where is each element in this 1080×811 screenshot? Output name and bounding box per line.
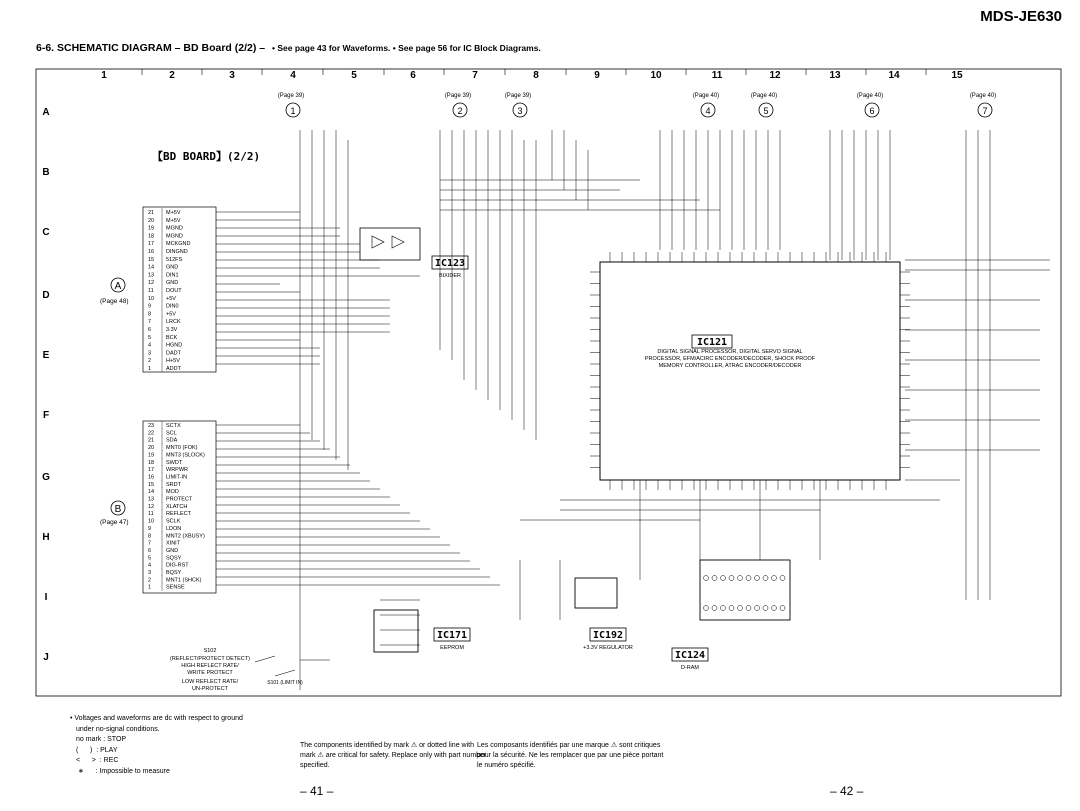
- connector-pin-number: 6: [148, 327, 152, 333]
- page-ref-page: (Page 39): [504, 93, 532, 99]
- safety-note-fr: Les composants identifiés par une marque ⚠ sont critiques pour la sécurité. Ne les remplacer que par une pièce portant le numéro spécifié.: [477, 742, 664, 769]
- connector-pin-number: 11: [148, 511, 154, 518]
- connector-pin-number: 12: [148, 503, 155, 510]
- row-label: A: [42, 107, 50, 118]
- connector-pin-name: DIN0: [166, 303, 179, 310]
- connector-pin-number: 17: [148, 241, 155, 248]
- connector-pin-name: DIG-RST: [166, 562, 189, 569]
- connector-pin-name: SDA: [166, 437, 178, 444]
- ic124-pin: [721, 576, 726, 581]
- connector-pin-name: SQSY: [166, 555, 182, 562]
- connector-pin-number: 11: [148, 288, 154, 294]
- ic124-pin: [780, 576, 785, 581]
- page-ref-number: 2: [457, 106, 463, 116]
- connector-pin-name: MOD: [166, 489, 179, 496]
- connector-b-page: (Page 47): [100, 519, 129, 526]
- row-labels: [42, 107, 50, 663]
- page-ref-page: (Page 40): [969, 93, 997, 99]
- ic124-pin: [780, 606, 785, 611]
- connector-pin-number: 14: [148, 489, 155, 496]
- connector-pin-name: MNT1 (SHCK): [166, 577, 202, 584]
- connector-pin-number: 18: [148, 459, 155, 466]
- connector-pin-name: XLATCH: [166, 503, 188, 510]
- ic124-pin: [729, 576, 734, 581]
- connector-pin-number: 16: [148, 249, 155, 255]
- connector-pin-name: H+5V: [166, 358, 180, 365]
- row-label: H: [42, 532, 50, 543]
- connector-a-page: (Page 48): [100, 298, 129, 305]
- connector-pin-number: 10: [148, 295, 155, 302]
- connector-pin-number: 20: [148, 217, 155, 224]
- row-label: F: [42, 410, 50, 421]
- connector-pin-name: MCKGND: [166, 241, 191, 248]
- connector-pin-number: 14: [148, 264, 155, 271]
- page-number-left: – 41 –: [300, 784, 334, 798]
- connector-pin-name: MNT0 (FOK): [166, 445, 198, 452]
- notes-play: ( ) : PLAY: [76, 746, 118, 754]
- connector-pin-name: BCK: [166, 334, 178, 341]
- connector-pin-number: 19: [148, 225, 155, 232]
- connector-pin-name: GND: [166, 264, 179, 271]
- column-label: 15: [951, 70, 963, 81]
- ic124-pin: [755, 576, 760, 581]
- connector-pin-name: SCLK: [166, 518, 181, 525]
- notes-intro2: under no-signal conditions.: [76, 725, 160, 733]
- row-label: C: [42, 227, 50, 238]
- connector-pin-name: SENSE: [166, 584, 185, 591]
- connector-pin-number: 9: [148, 303, 152, 310]
- connector-pin-number: 12: [148, 280, 155, 287]
- ic121: [590, 252, 910, 490]
- connector-pin-number: 13: [148, 496, 155, 503]
- page-ref-number: 3: [517, 106, 523, 116]
- connector-pin-name: LIMIT-IN: [166, 474, 188, 481]
- s101-label: S101 (LIMIT IN): [267, 680, 303, 686]
- connector-pin-number: 1: [148, 584, 152, 591]
- connector-pin-name: REFLECT: [166, 511, 192, 518]
- connector-pin-name: M+5V: [166, 210, 181, 216]
- ic124: [672, 560, 790, 671]
- ic124-pin: [712, 606, 717, 611]
- connector-pin-number: 2: [148, 358, 152, 365]
- ic121-ref: IC121: [696, 337, 728, 348]
- connector-pin-number: 7: [148, 540, 152, 547]
- row-label: B: [42, 167, 50, 178]
- row-label: E: [42, 350, 50, 361]
- connector-a-label: A: [114, 281, 122, 292]
- ic124-pin: [738, 576, 743, 581]
- connector-pin-name: 3.3V: [166, 327, 178, 333]
- page-ref-page: (Page 40): [750, 93, 778, 99]
- s102-line3: WRITE PROTECT: [187, 670, 233, 676]
- ic171-ref: IC171: [436, 630, 468, 641]
- ic192-desc: +3.3V REGULATOR: [583, 645, 633, 651]
- connector-pin-number: 15: [148, 256, 155, 263]
- row-label: G: [42, 472, 50, 483]
- ic124-pin: [772, 606, 777, 611]
- s102-line4: LOW REFLECT RATE/: [181, 679, 239, 685]
- connector-pin-name: MNT2 (XBUSY): [166, 533, 205, 540]
- connector-pin-number: 20: [148, 445, 155, 452]
- heading-title: SCHEMATIC DIAGRAM – BD Board (2/2) –: [57, 42, 266, 54]
- ic124-pin: [721, 606, 726, 611]
- column-label: 12: [769, 70, 781, 81]
- connector-pin-number: 5: [148, 334, 152, 341]
- column-label: 13: [829, 70, 841, 81]
- connector-pin-number: 15: [148, 481, 155, 488]
- voltage-notes: [70, 714, 243, 777]
- connector-pin-number: 22: [148, 430, 155, 437]
- ic124-pin: [729, 606, 734, 611]
- connector-pin-number: 8: [148, 533, 152, 540]
- connector-pin-name: MNT3 (SLOCK): [166, 452, 205, 459]
- connector-pin-name: DADT: [166, 350, 181, 357]
- connector-pin-number: 5: [148, 555, 152, 562]
- connector-pin-name: +5V: [166, 295, 176, 302]
- row-label: D: [42, 290, 50, 301]
- ic123-desc: BIXIDER: [438, 273, 462, 279]
- column-label: 3: [229, 70, 235, 81]
- notes-impossible: ∗ : Impossible to measure: [78, 767, 170, 775]
- column-label: 1: [101, 70, 107, 81]
- ic124-pin: [746, 576, 751, 581]
- connector-pin-number: 10: [148, 518, 155, 525]
- switch-s102: [170, 648, 303, 692]
- connector-pin-name: HGND: [166, 342, 183, 349]
- connector-pin-number: 21: [148, 210, 155, 216]
- board-title: 【BD BOARD】(2/2): [152, 150, 261, 163]
- column-label: 11: [711, 70, 723, 81]
- connector-pin-name: DIN1: [166, 272, 179, 279]
- column-label: 7: [472, 70, 478, 81]
- safety-note-en: The components identified by mark ⚠ or dotted line with mark ⚠ are critical for safety. Replace only with part number specified.: [300, 742, 487, 769]
- ic124-pin: [772, 576, 777, 581]
- notes-stop: no mark : STOP: [76, 736, 127, 743]
- connector-pin-number: 8: [148, 311, 152, 318]
- connector-a: [100, 207, 216, 372]
- ic124-pin: [763, 576, 768, 581]
- connector-pin-name: LRCK: [166, 319, 181, 326]
- connector-pin-number: 2: [148, 577, 152, 584]
- ic124-pin: [738, 606, 743, 611]
- notes-intro: • Voltages and waveforms are dc with respect to ground: [70, 715, 243, 722]
- diagram-frame: [36, 69, 1061, 696]
- page-ref-number: 4: [705, 106, 711, 116]
- row-label: J: [43, 652, 49, 663]
- connector-pin-number: 4: [148, 562, 152, 569]
- page-ref-page: (Page 40): [856, 93, 884, 99]
- s102-line1: (REFLECT/PROTECT DETECT): [170, 656, 250, 662]
- ic192-ref: IC192: [592, 630, 624, 641]
- page-ref-number: 5: [763, 106, 769, 116]
- s102-ref: S102: [203, 648, 217, 654]
- page-ref-number: 6: [869, 106, 875, 116]
- ic123-ref: IC123: [434, 258, 466, 269]
- column-label: 6: [410, 70, 416, 81]
- connector-pin-name: BQSY: [166, 570, 182, 576]
- connector-pin-number: 19: [148, 452, 155, 459]
- column-label: 9: [594, 70, 600, 81]
- connector-pin-name: DINGND: [166, 249, 188, 255]
- ic124-pin: [746, 606, 751, 611]
- page-ref-number: 1: [290, 106, 296, 116]
- connector-pin-name: 512FS: [166, 256, 183, 263]
- page-ref-page: (Page 40): [692, 93, 720, 99]
- s102-line5: UN-PROTECT: [191, 686, 229, 692]
- column-labels: [101, 70, 963, 81]
- connector-pin-number: 18: [148, 233, 155, 240]
- column-label: 14: [888, 70, 900, 81]
- connector-pin-number: 21: [148, 437, 155, 444]
- model-name: MDS-JE630: [980, 8, 1062, 25]
- ic124-pin: [704, 606, 709, 611]
- column-label: 5: [351, 70, 357, 81]
- connector-pin-number: 16: [148, 474, 155, 481]
- connector-pin-name: SCL: [166, 430, 177, 437]
- connector-pin-name: GND: [166, 547, 179, 554]
- connector-pin-name: WRPWR: [166, 467, 188, 474]
- s102-line2: HIGH REFLECT RATE/: [181, 663, 239, 669]
- page-ref-number: 7: [982, 106, 988, 116]
- wiring: [216, 130, 1050, 690]
- ic121-desc: DIGITAL SIGNAL PROCESSOR, DIGITAL SERVO SIGNAL PROCESSOR, EFM/ACIRC ENCODER/DECODER, SHOCK PROOF MEMORY CONTROLLER, ATRAC ENCODER/DECODER: [644, 349, 816, 369]
- connector-pin-name: SWDT: [166, 459, 183, 466]
- ic171: [374, 610, 470, 652]
- heading-number: 6-6.: [36, 42, 55, 54]
- column-label: 8: [533, 70, 539, 81]
- ic124-pin: [712, 576, 717, 581]
- connector-pin-name: SRDT: [166, 481, 181, 488]
- connector-pin-name: GND: [166, 280, 179, 287]
- connector-pin-name: MGND: [166, 225, 183, 232]
- connector-b: [100, 421, 216, 593]
- ic171-desc: EEPROM: [440, 645, 464, 651]
- ic124-pin: [755, 606, 760, 611]
- connector-pin-number: 3: [148, 570, 152, 576]
- connector-pin-name: LDON: [166, 525, 182, 532]
- connector-pin-number: 7: [148, 319, 152, 326]
- connector-pin-number: 13: [148, 272, 155, 279]
- ic124-pin: [704, 576, 709, 581]
- connector-b-label: B: [114, 504, 122, 515]
- connector-pin-number: 1: [148, 366, 152, 372]
- column-label: 2: [169, 70, 175, 81]
- connector-pin-name: DOUT: [166, 288, 182, 294]
- page-ref-page: (Page 39): [444, 93, 472, 99]
- connector-pin-name: MGND: [166, 233, 183, 240]
- ic124-desc: D-RAM: [680, 665, 700, 671]
- page-references: [278, 93, 996, 117]
- connector-pin-number: 4: [148, 342, 152, 349]
- ic192: [575, 578, 633, 651]
- connector-pin-number: 3: [148, 350, 152, 357]
- ic124-pin: [763, 606, 768, 611]
- connector-pin-number: 6: [148, 547, 152, 554]
- page-ref-page: (Page 39): [277, 93, 305, 99]
- heading-notes: • See page 43 for Waveforms. • See page 56 for IC Block Diagrams.: [272, 43, 541, 53]
- connector-pin-name: XINIT: [166, 540, 181, 547]
- connector-pin-name: PROTECT: [166, 496, 193, 503]
- column-label: 10: [650, 70, 662, 81]
- page-number-right: – 42 –: [830, 784, 864, 798]
- connector-pin-name: M+5V: [166, 217, 181, 224]
- connector-pin-name: +5V: [166, 311, 176, 318]
- connector-pin-number: 17: [148, 467, 155, 474]
- connector-pin-name: ADDT: [166, 366, 181, 372]
- ic124-ref: IC124: [674, 650, 706, 661]
- connector-pin-number: 23: [148, 423, 155, 429]
- row-label: I: [44, 592, 48, 603]
- notes-rec: < > : REC: [76, 757, 119, 764]
- column-label: 4: [290, 70, 296, 81]
- connector-pin-number: 9: [148, 525, 152, 532]
- connector-pin-name: SCTX: [166, 423, 181, 429]
